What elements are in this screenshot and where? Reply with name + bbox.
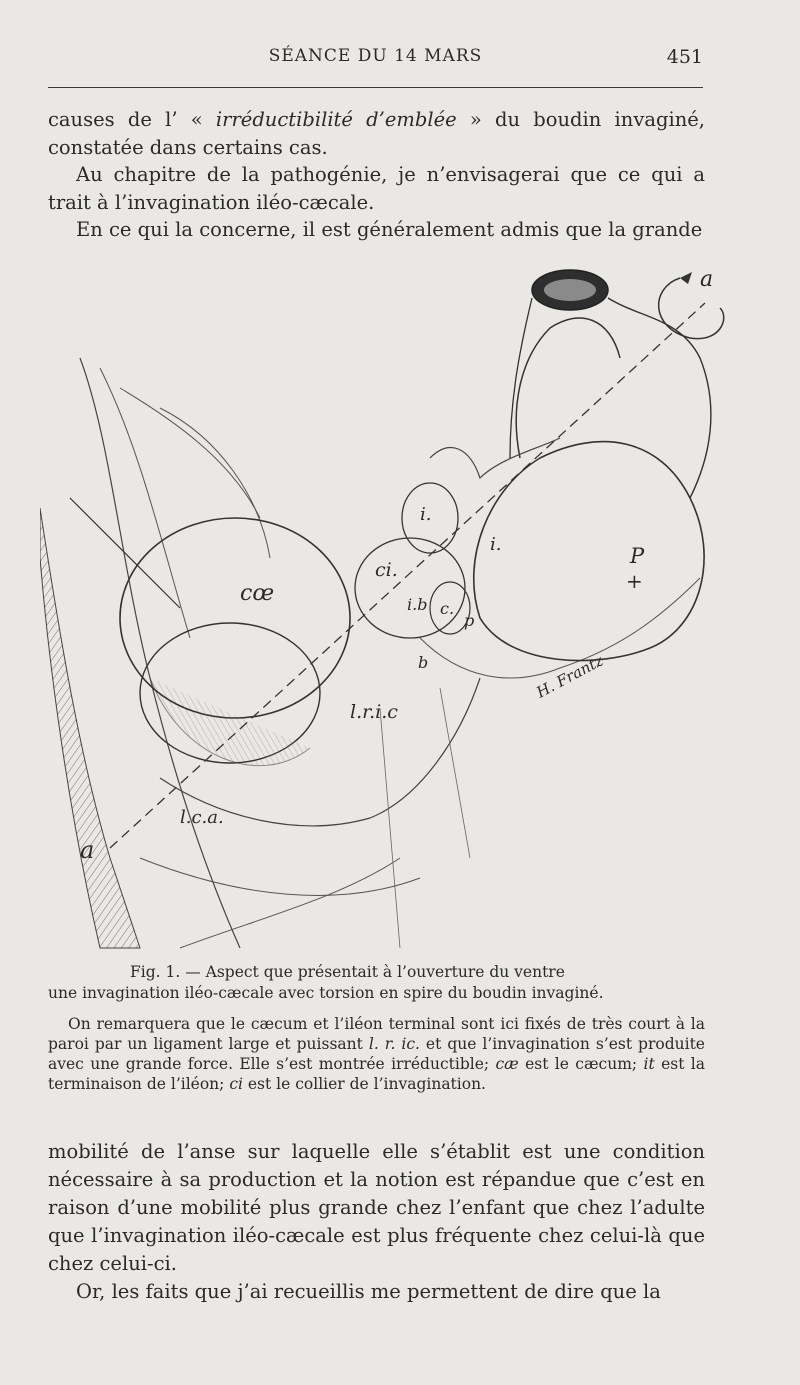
illustration-svg [40,258,730,958]
caption-line-2: une invagination iléo-cæcale avec torsion en spire du boudin invaginé. [48,984,604,1002]
caption-line-1: Fig. 1. — Aspect que présentait à l’ouverture du ventre [130,963,565,981]
plus-marker: + [626,569,643,593]
running-title: SÉANCE DU 14 MARS [268,46,483,66]
label-P: P [630,544,645,568]
caecum-drawing [120,518,465,766]
label-ci: ci. [375,559,398,581]
paragraph-4: mobilité de l’anse sur laquelle elle s’établit est une condition nécessaire à sa production et la notion est répandue que c’est en raison d’une mobilité plus grande chez l’enfant que chez l’adulte que l’invagination iléo-cæcale est plus fréquente chez celui-là que chez celui-ci. [48,1140,705,1275]
paragraph-2: Au chapitre de la pathogénie, je n’envisagerai que ce qui a trait à l’invagination iléo-cæcale. [48,163,705,214]
para1-post: » du boudin invaginé, constatée dans certains cas. [48,108,705,159]
figure-note [48,1014,705,1094]
label-c: c. [440,599,455,618]
note-paragraph [48,1014,705,1094]
note-part-3: est le cæcum; [518,1055,644,1073]
label-a-top: a [700,267,714,292]
label-b: b [418,653,429,672]
bottom-text [48,1138,705,1306]
page-header [48,46,703,74]
note-part-4: est la terminaison de l’iléon; [48,1055,705,1093]
paragraph-3: En ce qui la concerne, il est généralement admis que la grande [76,218,703,241]
torsion-axis [110,303,705,848]
label-lric: l.r.i.c [350,701,398,723]
page-number: 451 [666,46,703,68]
label-p-small: p [464,611,475,630]
label-ib: i.b [407,595,428,614]
abdominal-wall-drawing [40,358,270,948]
rotation-arrow [659,278,724,339]
label-a-bottom: a [80,836,95,864]
note-ci: ci [229,1075,243,1093]
para1-pre: causes de l’ « [48,108,216,131]
artist-signature: H. Frantz [533,651,607,702]
note-cae: cæ [495,1055,519,1073]
figure-caption [48,962,708,1004]
note-part-5: est le collier de l’invagination. [242,1075,486,1093]
paragraph-1 [48,106,705,161]
paragraph-5: Or, les faits que j’ai recueillis me permettent de dire que la [76,1280,661,1303]
top-text [48,106,705,244]
header-rule [48,87,703,88]
label-cae: cœ [240,581,275,606]
label-lca: l.c.a. [180,807,224,828]
anatomical-illustration [40,258,730,958]
label-i-upper: i. [420,504,432,525]
note-part-2: et que l’invagination s’est produite avec une grande force. Elle s’est montrée irréductible; [48,1035,705,1073]
para1-emphasis: irréductibilité d’emblée [215,108,457,131]
note-part-1: On remarquera que le cæcum et l’iléon terminal sont ici fixés de très court à la paroi par un ligament large et puissant [48,1015,705,1053]
label-i-right: i. [490,534,502,555]
note-it: it [643,1055,655,1073]
note-lric: l. r. ic. [368,1035,420,1053]
